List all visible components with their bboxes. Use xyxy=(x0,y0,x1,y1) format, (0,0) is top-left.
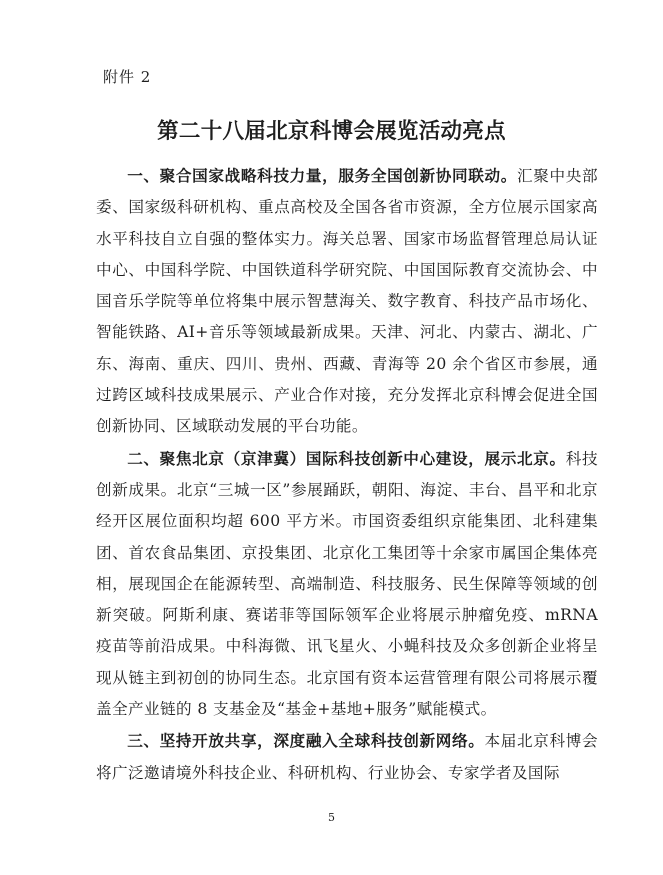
section-3-heading: 三、坚持开放共享，深度融入全球科技创新网络。 xyxy=(127,731,485,751)
section-1-heading: 一、聚合国家战略科技力量，服务全国创新协同联动。 xyxy=(127,166,518,185)
paragraph-section-3 xyxy=(96,725,598,789)
section-3-text: 本届北京科博会将广泛邀请境外科技企业、科研机构、行业协会、专家学者及国际 xyxy=(96,732,598,782)
section-1-text: 汇聚中央部委、国家级科研机构、重点高校及全国各省市资源，全方位展示国家高水平科技自立自强的整体实力。海关总署、国家市场监督管理总局认证中心、中国科学院、中国铁道科学研究院、中国国际教育交流协会、中国音乐学院等单位将集中展示智慧海关、数字教育、科技产品市场化、智能铁路、AI+音乐等领域最新成果。天津、河北、内蒙古、湖北、广东、海南、重庆、四川、贵州、西藏、青海等 20 余个省区市参展，通过跨区域科技成果展示、产业合作对接，充分发挥北京科博会促进全国创新协同、区域联动发展的平台功能。 xyxy=(96,167,598,436)
section-2-heading: 二、聚焦北京（京津冀）国际科技创新中心建设，展示北京。 xyxy=(127,448,566,468)
page-number: 5 xyxy=(328,811,335,824)
document-body xyxy=(96,160,598,789)
document-title: 第二十八届北京科博会展览活动亮点 xyxy=(157,119,506,144)
section-2-text: 科技创新成果。北京“三城一区”参展踊跃，朝阳、海淀、丰台、昌平和北京经开区展位面积均超 600 平方米。市国资委组织京能集团、北科建集团、首农食品集团、京投集团、北京化工集团等十余家市属国企集体亮相，展现国企在能源转型、高端制造、科技服务、民生保障等领域的创新突破。阿斯利康、赛诺菲等国际领军企业将展示肿瘤免疫、mRNA 疫苗等前沿成果。中科海微、讯飞星火、小蝇科技及众多创新企业将呈现从链主到初创的协同生态。北京国有资本运营管理有限公司将展示覆盖全产业链的 8 支基金及“基金+基地+服务”赋能模式。 xyxy=(96,449,598,719)
attachment-label: 附件 2 xyxy=(103,68,152,86)
paragraph-section-1 xyxy=(96,160,598,443)
paragraph-section-2 xyxy=(96,443,598,726)
